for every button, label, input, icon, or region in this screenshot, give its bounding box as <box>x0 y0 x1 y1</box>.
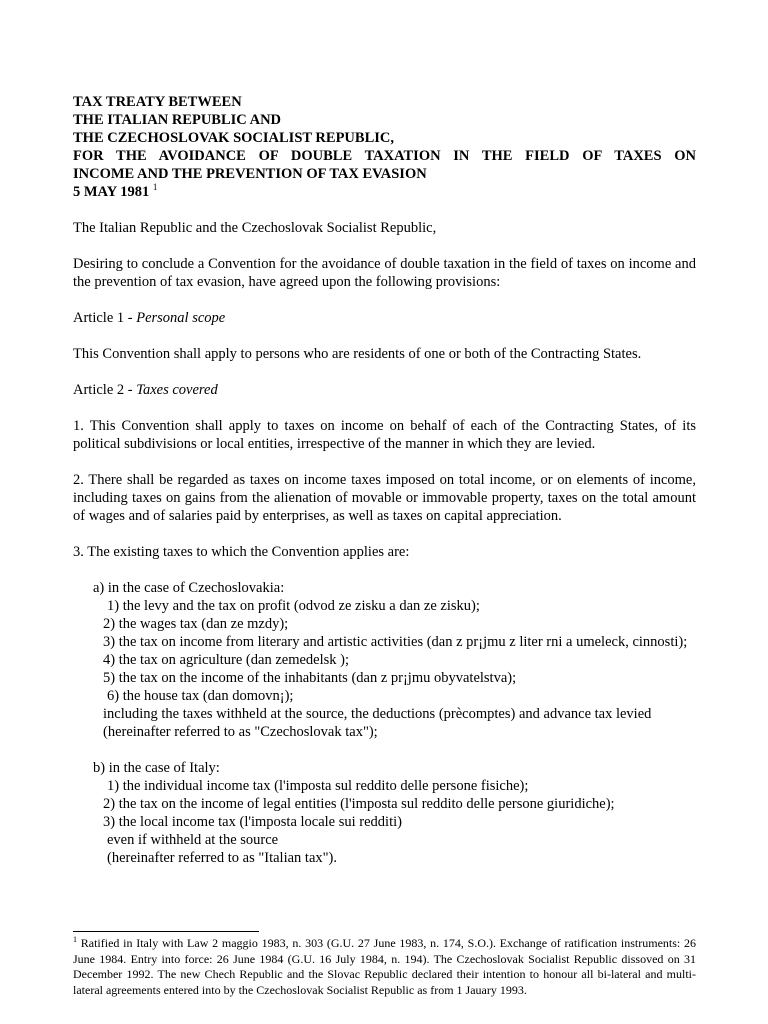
article-2-heading <box>73 381 696 399</box>
list-item: 4) the tax on agriculture (dan zemedelsk ); <box>103 652 349 668</box>
list-item: 1) the individual income tax (l'imposta sul reddito delle persone fisiche); <box>107 778 529 794</box>
list-b-title: b) in the case of Italy: <box>93 760 220 776</box>
article-1-label: Article 1 - <box>73 310 137 326</box>
treaty-heading <box>73 93 696 201</box>
preamble-parties: The Italian Republic and the Czechoslovak Socialist Republic, <box>73 220 437 236</box>
list-item: including the taxes withheld at the source, the deductions (prècomptes) and advance tax levied <box>103 706 652 722</box>
article-1-heading <box>73 309 696 327</box>
list-item: 1) the levy and the tax on profit (odvod ze zisku a dan ze zisku); <box>107 598 480 614</box>
heading-line-1: TAX TREATY BETWEEN <box>73 94 242 110</box>
footnote-marker: 1 <box>73 935 77 944</box>
article-1-text: This Convention shall apply to persons who are residents of one or both of the Contracting States. <box>73 346 642 362</box>
preamble-desiring: Desiring to conclude a Convention for the avoidance of double taxation in the field of taxes on income and the prevention of tax evasion, have agreed upon the following provisions: <box>73 256 696 290</box>
article-1-title: Personal scope <box>136 310 226 326</box>
heading-line-3: THE CZECHOSLOVAK SOCIALIST REPUBLIC, <box>73 130 394 146</box>
list-item: 5) the tax on the income of the inhabitants (dan z pr¡jmu obyvatelstva); <box>103 670 517 686</box>
list-item: (hereinafter referred to as "Italian tax"). <box>107 850 338 866</box>
article-2-paragraph-1: 1. This Convention shall apply to taxes on income on behalf of each of the Contracting States, of its political subdivisions or local entities, irrespective of the manner in which they are levied. <box>73 418 696 452</box>
list-item: 2) the wages tax (dan ze mzdy); <box>103 616 289 632</box>
article-2-label: Article 2 - <box>73 382 137 398</box>
heading-line-4: FOR THE AVOIDANCE OF DOUBLE TAXATION IN THE FIELD OF TAXES ON <box>73 148 696 164</box>
list-a-title: a) in the case of Czechoslovakia: <box>93 580 285 596</box>
heading-line-5: INCOME AND THE PREVENTION OF TAX EVASION <box>73 166 427 182</box>
article-2-paragraph-3: 3. The existing taxes to which the Convention applies are: <box>73 544 410 560</box>
footnote <box>73 936 696 998</box>
list-item: 3) the local income tax (l'imposta locale sui redditi) <box>103 814 402 830</box>
list-item: even if withheld at the source <box>107 832 279 848</box>
italy-taxes <box>73 759 696 867</box>
footnote-separator <box>73 931 259 932</box>
list-item: 6) the house tax (dan domovn¡); <box>107 688 294 704</box>
list-item: 2) the tax on the income of legal entities (l'imposta sul reddito delle persone giuridiche); <box>103 796 615 812</box>
czechoslovakia-taxes <box>73 579 696 741</box>
document-body <box>73 93 696 867</box>
heading-line-2: THE ITALIAN REPUBLIC AND <box>73 112 282 128</box>
heading-date-line <box>73 183 696 201</box>
article-2-title: Taxes covered <box>136 382 218 398</box>
footnote-text: Ratified in Italy with Law 2 maggio 1983, n. 303 (G.U. 27 June 1983, n. 174, S.O.). Exchange of ratification instruments: 26 June 1984. Entry into force: 26 June 1984 (G.U. 16 July 1984, n. 194). The Czechoslovak Socialist Republic dissoved on 31 December 1992. The new Chech Republic and the Slovac Republic declared their intention to honour all bi-lateral and multi-lateral agreements entered into by the Czechoslovak Socialist Republic as from 1 Jauary 1993. <box>73 936 696 997</box>
treaty-date: 5 MAY 1981 <box>73 184 150 200</box>
article-2-paragraph-2: 2. There shall be regarded as taxes on income taxes imposed on total income, or on elements of income, including taxes on gains from the alienation of movable or immovable property, taxes on the total amount of wages and of salaries paid by enterprises, as well as taxes on capital appreciation. <box>73 472 696 524</box>
list-item: 3) the tax on income from literary and artistic activities (dan z pr¡jmu z liter rni a umeleck, cinnosti); <box>103 634 688 650</box>
footnote-reference: 1 <box>152 182 158 192</box>
list-item: (hereinafter referred to as "Czechoslovak tax"); <box>103 724 378 740</box>
